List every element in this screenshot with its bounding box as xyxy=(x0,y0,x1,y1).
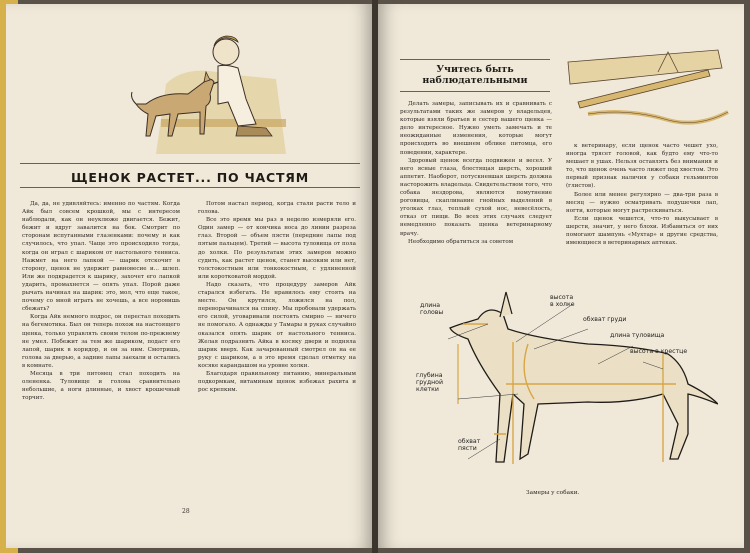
title-rule-bottom xyxy=(20,187,360,188)
paragraph: Да, да, не удивляйтесь: именно по частям. Когда Айк был совсем крошкой, мы с интересом наблюдали, как он неуклюже двигается. Бежит, бежит и вдруг завалится на бок. Смотрит по сторонам испуганными глазенками: почему и как случилось, что упал. Чаще это происходило тогда, когда он играл с шариком от настольного тенниса. Нажмет на него лапкой — шарик отскочит в сторону, щенок не удержит равновесие и... шлеп. Или же подкрадется к шарику, захочет его лапкой ударить, промахнется — опять упал. Порой даже рычать начинал на шарик: это, мол, что еще такое, почему со мной играть не хочешь, а все норовишь сбежать? xyxy=(22,201,180,313)
left-page-column-1 xyxy=(22,200,180,402)
page-number: 28 xyxy=(182,508,190,515)
label-chest-girth: обхват груди xyxy=(583,316,627,323)
paragraph: Необходимо обратиться за советом xyxy=(408,238,514,245)
paragraph: Делать замеры, записывать их и сравнивать с результатами таких же замеров у владельцев, которые взяли братьев и сестер вашего щенка — дело интересное. Нужно уметь замечать и те неожиданные изменения, которые могут происходить во внешнем облике питомца, его поведении, характере. xyxy=(400,101,552,156)
label-height-withers: высота в холке xyxy=(550,294,575,308)
subtitle-rule xyxy=(400,58,550,62)
chapter-title: ЩЕНОК РАСТЕТ... ПО ЧАСТЯМ xyxy=(71,170,309,185)
label-body-length: длина туловища xyxy=(610,332,665,339)
right-page xyxy=(378,4,744,548)
paragraph: Все это время мы раз в неделю измеряли его. Один замер — от кончика носа до линии разреза глаз. Второй — объем пясти (передние лапы под пятым пальцем). Третий — высота туловища от пола до холки. По результатам этих замеров можно судить, как растет щенок, станет высоким или нет, толстокостным или тонкокостным, с удлиненной или коротковатой мордой. xyxy=(198,217,356,280)
left-page xyxy=(6,4,372,548)
paragraph: Когда Айк немного подрос, он перестал походить на бегемотика. Был он теперь похож на настоящего щенка, только управлять своим телом по-прежнему не умел. Побежит за тем же шариком, подаст его лапой, шарик в коридор, и он за ним. Смотришь, голова за дверью, а задние лапы заехали и остались в комнате. xyxy=(22,314,180,369)
paragraph: Здоровый щенок всегда подвижен и весел. У него ясные глаза, блестящая шерсть, хороший аппетит. Наоборот, потускневшая шерсть должна насторожить владельца. Свидетельством того, что собака нездорова, являются помутнение роговицы, скапливание гнойных выделений в уголках глаз, теплый сухой нос, невесёлость, отказ от пищи. Во всех этих случаях следует немедленно показать щенка ветеринарному врачу. xyxy=(400,157,552,237)
section-subtitle: Учитесь быть наблюдательными xyxy=(422,64,528,86)
label-pastern-girth: обхват пясти xyxy=(458,438,481,452)
diagram-caption: Замеры у собаки. xyxy=(526,490,580,496)
paragraph: Если щенок чешется, что-то выкусывает в шерсти, значит, у него блохи. Избавиться от них помогают шампунь «Мухтар» и другие средства, имеющиеся в ветеринарных аптеках. xyxy=(566,215,718,247)
measuring-tools-illustration xyxy=(558,42,738,137)
paragraph: к ветеринару, если щенок часто чешет ухо, иногда трясет головой, как будто ему что-то мешает в ушах. Нельзя оставлять без внимания и то, что щенок очень часто лижет под хвостом. Это первый признак наличия у собаки гельминтов (глистов). xyxy=(566,143,718,190)
right-page-column-1 xyxy=(400,100,552,246)
label-height-croup: высота в крестце xyxy=(630,348,688,355)
right-page-column-2 xyxy=(566,142,718,247)
label-chest-depth: глубина грудной клетки xyxy=(416,372,443,393)
paragraph: Благодаря правильному питанию, минеральным подкормкам, витаминам щенок избежал рахита и рос крепким. xyxy=(198,370,356,394)
paragraph: Надо сказать, что процедуру замеров Айк старался избегать. Не нравилось ему стоять на месте. Он крутился, ложился на пол, переворачивался на спину. Мы пробовали удержать его силой, уговаривали постоять смирно — ничего не помогало. А однажды у Тамары в руках случайно оказался опять шарик от настольного тенниса. Желая подразнить Айка в косяку двери и подняла шарик вверх. Как зачарованный смотрел он на ее руку с шариком, а в это время сделал отметку на косяке карандашом на уровне холки. xyxy=(198,281,356,369)
paragraph: Более или менее регулярно — два-три раза в месяц — нужно осматривать подушечки лап, ногти, которые могут растрескиваться. xyxy=(566,191,718,214)
paragraph: Потом настал период, когда стали расти тело и голова. xyxy=(198,201,356,216)
title-rule-top xyxy=(20,163,360,164)
boy-with-dog-illustration xyxy=(126,24,306,159)
paragraph: Месяца в три питомец стал походить на олененка. Туловище и голова сравнительно небольшие, а ноги длинные, и хвост крошечный торчит. xyxy=(22,370,180,402)
dog-measurements-diagram xyxy=(408,284,718,484)
subtitle-rule xyxy=(400,90,550,94)
left-page-column-2 xyxy=(198,200,356,394)
label-head-length: длина головы xyxy=(420,302,444,316)
